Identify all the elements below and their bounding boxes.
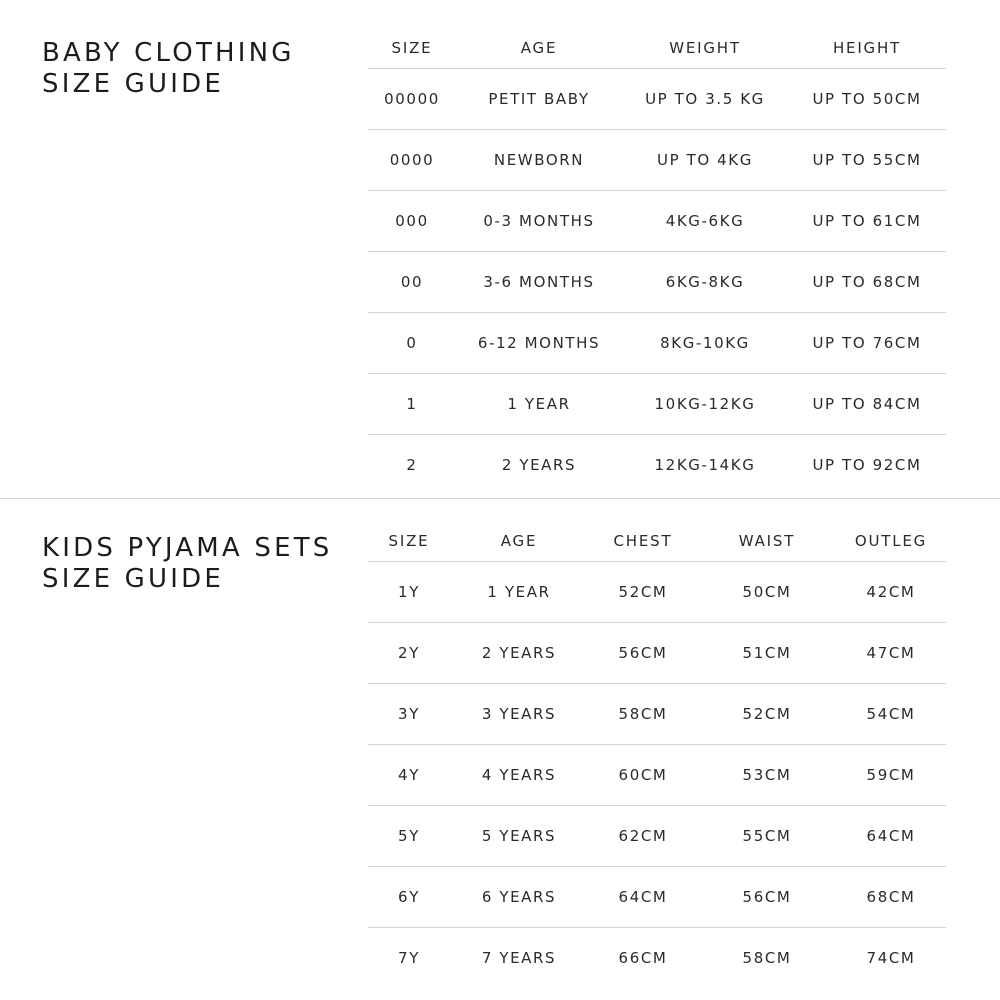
table-row [368,130,946,191]
cell-outleg: 59CM [836,745,946,806]
cell-size: 00000 [368,69,456,130]
cell-chest: 66CM [618,949,668,967]
cell-size: 3Y [368,684,450,745]
cell-weight: 4KG-6KG [622,191,788,252]
cell-age: 6 YEARS [450,867,588,928]
cell-age: 5 YEARS [450,806,588,867]
cell-outleg: 42CM [836,562,946,623]
cell-size: 0000 [368,130,456,191]
table-row [368,69,946,130]
cell-size: 2Y [368,623,450,684]
column-header-size: SIZE [368,28,456,69]
cell-weight: UP TO 3.5 KG [622,69,788,130]
cell-size: 6Y [368,867,450,928]
cell-height: UP TO 76CM [788,313,946,374]
section-divider [0,498,1000,499]
cell-height: UP TO 50CM [788,69,946,130]
table-row [368,623,946,684]
cell-waist: 50CM [698,562,836,623]
cell-height: UP TO 92CM [812,456,922,474]
cell-age: 7 YEARS [481,949,557,967]
kids-guide-title-line1: KIDS PYJAMA SETS [42,533,333,563]
cell-height: UP TO 61CM [788,191,946,252]
column-header-chest: CHEST [588,521,698,562]
column-header-outleg: OUTLEG [836,521,946,562]
column-header-age: AGE [450,521,588,562]
cell-weight: 12KG-14KG [654,456,756,474]
table-header-row [368,28,946,69]
table-row [368,684,946,745]
cell-size: 0 [368,313,456,374]
cell-age: 1 YEAR [450,562,588,623]
cell-chest: 56CM [588,623,698,684]
cell-size: 000 [368,191,456,252]
table-row [368,562,946,623]
column-header-weight: WEIGHT [622,28,788,69]
baby-guide-title-line2: SIZE GUIDE [42,69,224,99]
table-row [368,191,946,252]
cell-chest: 60CM [588,745,698,806]
cell-height: UP TO 55CM [788,130,946,191]
cell-waist: 58CM [742,949,792,967]
cell-outleg: 74CM [866,949,916,967]
cell-size: 1Y [368,562,450,623]
kids-size-table [368,521,946,988]
cell-age: PETIT BABY [456,69,622,130]
cell-height: UP TO 84CM [788,374,946,435]
cell-outleg: 47CM [836,623,946,684]
cell-age: 2 YEARS [501,456,577,474]
cell-size: 5Y [368,806,450,867]
table-row [368,867,946,928]
cell-outleg: 68CM [836,867,946,928]
cell-age: 1 YEAR [456,374,622,435]
cell-waist: 55CM [698,806,836,867]
cell-waist: 53CM [698,745,836,806]
kids-guide-title [42,533,333,595]
cell-weight: 8KG-10KG [622,313,788,374]
cell-waist: 52CM [698,684,836,745]
cell-age: NEWBORN [456,130,622,191]
cell-chest: 52CM [588,562,698,623]
cell-age: 2 YEARS [450,623,588,684]
baby-guide-title-line1: BABY CLOTHING [42,38,295,68]
kids-guide-title-line2: SIZE GUIDE [42,564,224,594]
cell-size: 2 [406,456,418,474]
cell-chest: 64CM [588,867,698,928]
cell-weight: 10KG-12KG [622,374,788,435]
cell-weight: UP TO 4KG [622,130,788,191]
table-row [368,313,946,374]
cell-age: 4 YEARS [450,745,588,806]
column-header-height: HEIGHT [788,28,946,69]
baby-guide-title [42,38,295,100]
cell-waist: 51CM [698,623,836,684]
table-row [368,252,946,313]
cell-waist: 56CM [698,867,836,928]
cell-size: 00 [368,252,456,313]
table-row [368,435,946,496]
cell-outleg: 64CM [836,806,946,867]
column-header-size: SIZE [368,521,450,562]
cell-chest: 62CM [588,806,698,867]
table-row [368,374,946,435]
cell-age: 3 YEARS [450,684,588,745]
cell-age: 6-12 MONTHS [456,313,622,374]
cell-outleg: 54CM [836,684,946,745]
cell-size: 7Y [398,949,420,967]
table-row [368,806,946,867]
cell-size: 1 [368,374,456,435]
cell-size: 4Y [368,745,450,806]
cell-age: 0-3 MONTHS [456,191,622,252]
cell-age: 3-6 MONTHS [456,252,622,313]
column-header-waist: WAIST [698,521,836,562]
table-row [368,928,946,989]
cell-weight: 6KG-8KG [622,252,788,313]
table-row [368,745,946,806]
column-header-age: AGE [456,28,622,69]
table-header-row [368,521,946,562]
baby-size-table [368,28,946,495]
cell-chest: 58CM [588,684,698,745]
cell-height: UP TO 68CM [788,252,946,313]
